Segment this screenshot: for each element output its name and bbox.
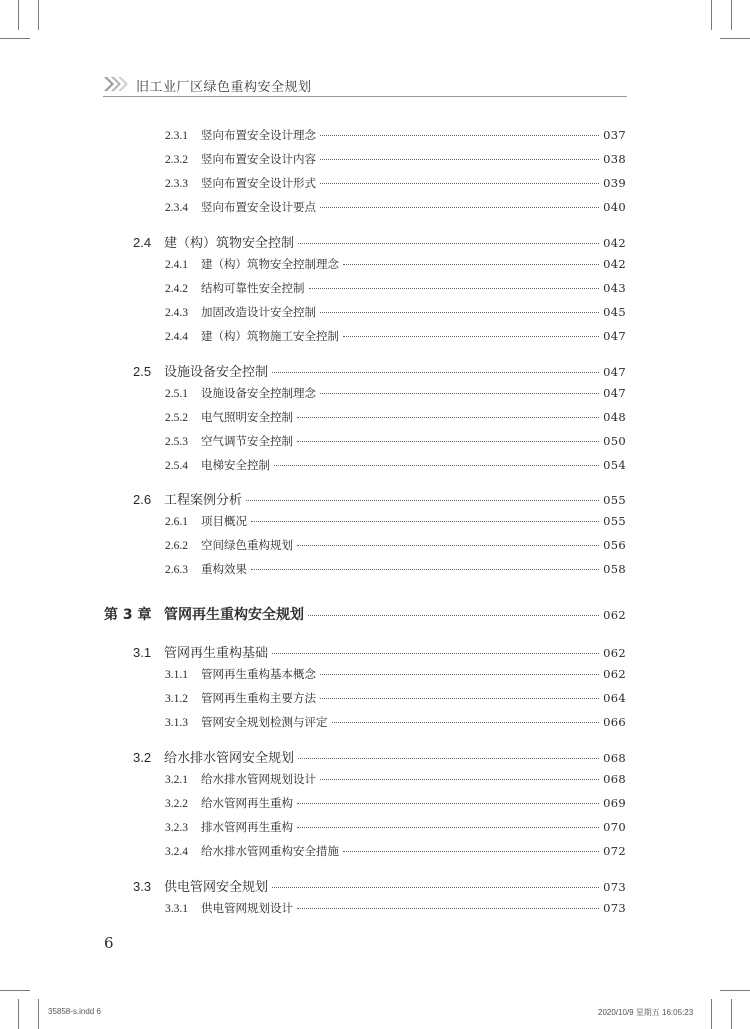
toc-entry-page: 055 [603,493,626,507]
toc-entry-title: 排水管网再生重构 [201,820,293,834]
running-header-title: 旧工业厂区绿色重构安全规划 [136,80,312,95]
toc-entry-page: 037 [603,128,626,142]
toc-entry-page: 064 [603,691,626,705]
toc-entry-title: 建（构）筑物安全控制理念 [201,257,339,271]
toc-entry-number: 2.5.4 [165,460,188,472]
toc-entry-number: 2.6 [133,492,152,507]
toc-dot-leader [320,135,599,136]
toc-dot-leader [298,243,599,244]
toc-entry-page: 047 [603,365,626,379]
toc-dot-leader [272,653,599,654]
toc-entry-title: 电气照明安全控制 [201,410,293,424]
toc-entry [133,876,626,895]
toc-entry-number: 2.4.2 [165,283,188,295]
toc-entry-number: 2.6.1 [165,516,188,528]
slug-file-info: 35858-s.indd 6 [48,1007,101,1016]
toc-entry-number: 2.3.3 [165,178,188,190]
toc-entry-title: 竖向布置安全设计理念 [201,128,316,142]
toc-entry-page: 050 [603,434,626,448]
toc-entry-title: 给水排水管网规划设计 [201,772,316,786]
toc-entry-page: 070 [603,820,626,834]
slug-timestamp: 2020/10/9 星期五 16:05:23 [598,1008,694,1017]
toc-entry-number: 3.2.3 [165,822,188,834]
toc-dot-leader [246,500,599,501]
toc-entry-number: 2.4.3 [165,307,188,319]
toc-entry-title: 给水排水管网安全规划 [164,751,295,766]
toc-dot-leader [272,372,599,373]
toc-entry-number: 3.2.4 [165,846,188,858]
toc-entry-title: 管网再生重构基础 [164,646,269,661]
toc-dot-leader [298,758,599,759]
toc-entry-title: 给水排水管网重构安全措施 [201,844,339,858]
toc-entry [133,489,626,508]
toc-entry-page: 038 [603,152,626,166]
toc-entry [165,127,626,143]
toc-entry-page: 055 [603,514,626,528]
toc-entry-title: 加固改造设计安全控制 [201,305,316,319]
toc-entry-page: 039 [603,176,626,190]
toc-entry-page: 040 [603,200,626,214]
toc-entry-title: 重构效果 [201,562,247,576]
toc-entry-page: 062 [603,608,626,622]
toc-dot-leader [297,803,599,804]
toc-entry-title: 建（构）筑物安全控制 [164,236,295,251]
toc-entry-page: 073 [603,880,626,894]
toc-entry-title: 供电管网规划设计 [201,901,293,915]
toc-entry [165,433,626,449]
toc-entry [165,409,626,425]
toc-entry [133,361,626,380]
toc-entry-page: 062 [603,667,626,681]
toc-entry-page: 042 [603,257,626,271]
toc-entry-page: 066 [603,715,626,729]
toc-entry-number: 3.1.1 [165,669,188,681]
toc-entry [165,175,626,191]
toc-entry-page: 069 [603,796,626,810]
toc-dot-leader [297,908,599,909]
toc-entry-page: 047 [603,386,626,400]
toc-entry [165,690,626,706]
toc-entry-title: 竖向布置安全设计要点 [201,200,316,214]
toc-entry-title: 电梯安全控制 [201,458,270,472]
toc-entry-number: 2.4.4 [165,331,188,343]
toc-entry [165,714,626,730]
toc-entry [133,747,626,766]
toc-entry-number: 3.2.2 [165,798,188,810]
toc-dot-leader [251,521,599,522]
toc-entry-page: 056 [603,538,626,552]
toc-entry [104,604,626,624]
toc-dot-leader [297,827,599,828]
toc-entry [165,385,626,401]
toc-entry-page: 073 [603,901,626,915]
toc-entry-number: 3.3.1 [165,903,188,915]
toc-entry [165,328,626,344]
toc-entry [165,795,626,811]
toc-dot-leader [320,207,599,208]
toc-entry-page: 048 [603,410,626,424]
toc-entry-number: 3.3 [133,879,152,894]
toc-entry-number: 3.1.3 [165,717,188,729]
toc-entry-title: 给水管网再生重构 [201,796,293,810]
toc-entry [165,199,626,215]
toc-dot-leader [320,779,599,780]
toc-entry-title: 供电管网安全规划 [164,880,269,895]
toc-entry [165,256,626,272]
toc-entry-title: 工程案例分析 [164,493,243,508]
toc-dot-leader [343,264,599,265]
toc-entry-number: 2.5 [133,364,152,379]
toc-entry-page: 062 [603,646,626,660]
toc-entry-number: 2.6.3 [165,564,188,576]
toc-entry-page: 068 [603,751,626,765]
toc-dot-leader [274,465,599,466]
toc-dot-leader [320,698,599,699]
page-number: 6 [104,934,114,952]
toc-dot-leader [251,569,599,570]
toc-entry-number: 2.6.2 [165,540,188,552]
toc-entry-page: 072 [603,844,626,858]
toc-entry-number: 3.2 [133,750,152,765]
toc-dot-leader [297,417,599,418]
toc-entry-title: 管网再生重构安全规划 [164,607,304,623]
toc-dot-leader [297,545,599,546]
toc-entry [165,843,626,859]
toc-dot-leader [320,312,599,313]
toc-entry-number: 2.5.3 [165,436,188,448]
toc-entry [133,642,626,661]
toc-entry-number: 3.1.2 [165,693,188,705]
toc-entry [165,561,626,577]
toc-entry-page: 042 [603,236,626,250]
toc-entry-page: 045 [603,305,626,319]
toc-entry-title: 管网再生重构基本概念 [201,667,316,681]
toc-entry-title: 结构可靠性安全控制 [201,281,305,295]
toc-entry-title: 空气调节安全控制 [201,434,293,448]
toc-entry [165,819,626,835]
toc-dot-leader [343,851,599,852]
toc-dot-leader [297,441,599,442]
toc-dot-leader [309,288,600,289]
toc-entry-number: 2.3.1 [165,130,188,142]
toc-entry [165,537,626,553]
toc-entry [165,151,626,167]
toc-entry-title: 设施设备安全控制理念 [201,386,316,400]
toc-entry-number: 2.3.4 [165,202,188,214]
toc-entry-title: 管网安全规划检测与评定 [201,715,328,729]
toc-entry-title: 竖向布置安全设计内容 [201,152,316,166]
toc-entry-title: 建（构）筑物施工安全控制 [201,329,339,343]
toc-entry-page: 047 [603,329,626,343]
toc-entry-number: 3.2.1 [165,774,188,786]
toc-entry-title: 竖向布置安全设计形式 [201,176,316,190]
toc-entry [165,304,626,320]
toc-dot-leader [320,183,599,184]
toc-dot-leader [320,393,599,394]
toc-entry-page: 054 [603,458,626,472]
toc-entry [165,771,626,787]
toc-entry [165,666,626,682]
toc-entry [133,232,626,251]
toc-entry [165,900,626,916]
toc-entry-title: 设施设备安全控制 [164,365,269,380]
toc-dot-leader [320,674,599,675]
toc-dot-leader [308,615,599,616]
toc-entry-number: 3.1 [133,645,152,660]
toc-dot-leader [343,336,599,337]
toc-entry [165,457,626,473]
toc-entry-title: 项目概况 [201,514,247,528]
toc-entry-page: 043 [603,281,626,295]
toc-dot-leader [332,722,600,723]
toc-entry-number: 2.5.2 [165,412,188,424]
toc-entry-number: 2.5.1 [165,388,188,400]
toc-entry-number: 2.4 [133,235,152,250]
toc-entry [165,513,626,529]
toc-entry [165,280,626,296]
toc-entry-page: 058 [603,562,626,576]
toc-entry-page: 068 [603,772,626,786]
toc-entry-title: 空间绿色重构规划 [201,538,293,552]
toc-dot-leader [320,159,599,160]
toc-entry-number: 第 3 章 [104,607,152,623]
toc-entry-title: 管网再生重构主要方法 [201,691,316,705]
toc-dot-leader [272,887,599,888]
toc-entry-number: 2.3.2 [165,154,188,166]
toc-entry-number: 2.4.1 [165,259,188,271]
